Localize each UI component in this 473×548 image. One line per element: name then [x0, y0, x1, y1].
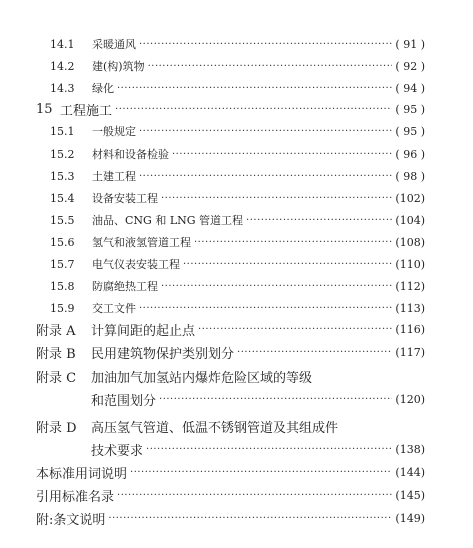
section-title: 油品、CNG 和 LNG 管道工程 — [92, 214, 244, 227]
dot-leader — [139, 39, 392, 50]
page-number: (108) — [395, 235, 425, 249]
appendix-title: 高压氢气管道、低温不锈钢管道及其组成件 — [91, 420, 339, 436]
toc-entry-15-7[interactable] — [50, 254, 425, 274]
section-number: 15.2 — [50, 147, 75, 161]
section-number: 15.5 — [50, 213, 75, 227]
section-title: 建(构)筑物 — [92, 60, 145, 73]
dot-leader — [194, 237, 392, 248]
section-number: 15.9 — [50, 301, 75, 315]
appendix-number: 附录 B — [36, 346, 76, 362]
page-number: (117) — [395, 345, 425, 359]
dot-leader — [237, 347, 392, 358]
section-title: 防腐绝热工程 — [92, 280, 158, 293]
toc-entry-15-2[interactable] — [50, 144, 425, 164]
appendix-title-continuation: 技术要求 — [91, 443, 144, 459]
section-title: 一般规定 — [92, 125, 136, 138]
toc-entry-wording-explanation[interactable] — [36, 462, 425, 482]
toc-entry-15[interactable] — [36, 99, 425, 119]
toc-entry-appendix-a[interactable] — [36, 319, 425, 339]
page-number: (102) — [395, 191, 425, 205]
section-title: 氢气和液氢管道工程 — [92, 236, 191, 249]
section-title: 材料和设备检验 — [92, 148, 169, 161]
toc-entry-appendix-c-continuation[interactable] — [91, 389, 425, 409]
page-number: (138) — [395, 442, 425, 456]
page-number: (104) — [395, 213, 425, 227]
page-number: ( 94 ) — [395, 81, 425, 95]
dot-leader — [159, 394, 392, 405]
page-number: (110) — [395, 257, 425, 271]
section-title: 交工文件 — [92, 302, 136, 315]
dot-leader — [117, 83, 392, 94]
page-number: ( 92 ) — [395, 59, 425, 73]
dot-leader — [117, 490, 392, 501]
toc-entry-15-9[interactable] — [50, 298, 425, 318]
toc-entry-15-6[interactable] — [50, 232, 425, 252]
page-number: (144) — [395, 465, 425, 479]
section-title: 采暖通风 — [92, 38, 136, 51]
toc-entry-15-5[interactable] — [50, 210, 425, 230]
chapter-title: 工程施工 — [60, 103, 113, 119]
appendix-title: 民用建筑物保护类别划分 — [91, 346, 235, 362]
page-number: (120) — [395, 392, 425, 406]
toc-entry-referenced-standards[interactable] — [36, 485, 425, 505]
appendix-title: 加油加气加氢站内爆炸危险区域的等级 — [91, 370, 313, 386]
dot-leader — [115, 104, 392, 115]
section-number: 15.8 — [50, 279, 75, 293]
page-number: ( 98 ) — [395, 169, 425, 183]
page-number: ( 95 ) — [395, 124, 425, 138]
toc-entry-appendix-d-continuation[interactable] — [91, 439, 425, 459]
page-number: (149) — [395, 511, 425, 525]
dot-leader — [130, 467, 392, 478]
dot-leader — [148, 61, 393, 72]
dot-leader — [108, 513, 392, 524]
toc-entry-appendix-d[interactable] — [36, 416, 425, 436]
section-number: 14.1 — [50, 37, 75, 51]
dot-leader — [172, 149, 392, 160]
appendix-title: 计算间距的起止点 — [91, 323, 196, 339]
section-number: 15.3 — [50, 169, 75, 183]
toc-entry-14-1[interactable] — [50, 34, 425, 54]
section-title: 电气仪表安装工程 — [92, 258, 180, 271]
section-title: 设备安装工程 — [92, 192, 158, 205]
toc-entry-appendix-c[interactable] — [36, 366, 425, 386]
appendix-number: 附录 D — [36, 420, 77, 436]
entry-title: 附:条文说明 — [36, 512, 106, 528]
dot-leader — [183, 259, 392, 270]
page-number: (145) — [395, 488, 425, 502]
page-number: ( 96 ) — [395, 147, 425, 161]
toc-entry-appendix-b[interactable] — [36, 342, 425, 362]
page-number: ( 91 ) — [395, 37, 425, 51]
dot-leader — [139, 303, 392, 314]
dot-leader — [146, 444, 392, 455]
toc-entry-15-3[interactable] — [50, 166, 425, 186]
appendix-title-continuation: 和范围划分 — [91, 393, 157, 409]
page-number: (112) — [395, 279, 425, 293]
section-number: 15.4 — [50, 191, 75, 205]
toc-entry-15-4[interactable] — [50, 188, 425, 208]
dot-leader — [161, 281, 392, 292]
section-number: 14.3 — [50, 81, 75, 95]
page-number: (113) — [395, 301, 425, 315]
section-number: 15.7 — [50, 257, 75, 271]
appendix-number: 附录 C — [36, 370, 77, 386]
section-number: 15.6 — [50, 235, 75, 249]
appendix-number: 附录 A — [36, 323, 76, 339]
chapter-number: 15 — [36, 101, 53, 117]
toc-entry-clause-explanation[interactable] — [36, 508, 425, 528]
dot-leader — [161, 193, 392, 204]
section-title: 土建工程 — [92, 170, 136, 183]
toc-entry-15-1[interactable] — [50, 121, 425, 141]
section-number: 15.1 — [50, 124, 75, 138]
section-title: 绿化 — [92, 82, 114, 95]
toc-entry-15-8[interactable] — [50, 276, 425, 296]
section-number: 14.2 — [50, 59, 75, 73]
entry-title: 引用标准名录 — [36, 489, 115, 505]
page-number: ( 95 ) — [395, 102, 425, 116]
page-number: (116) — [395, 322, 425, 336]
entry-title: 本标准用词说明 — [36, 466, 128, 482]
toc-entry-14-3[interactable] — [50, 78, 425, 98]
dot-leader — [246, 215, 392, 226]
dot-leader — [139, 171, 392, 182]
dot-leader — [198, 324, 392, 335]
toc-entry-14-2[interactable] — [50, 56, 425, 76]
dot-leader — [139, 126, 392, 137]
